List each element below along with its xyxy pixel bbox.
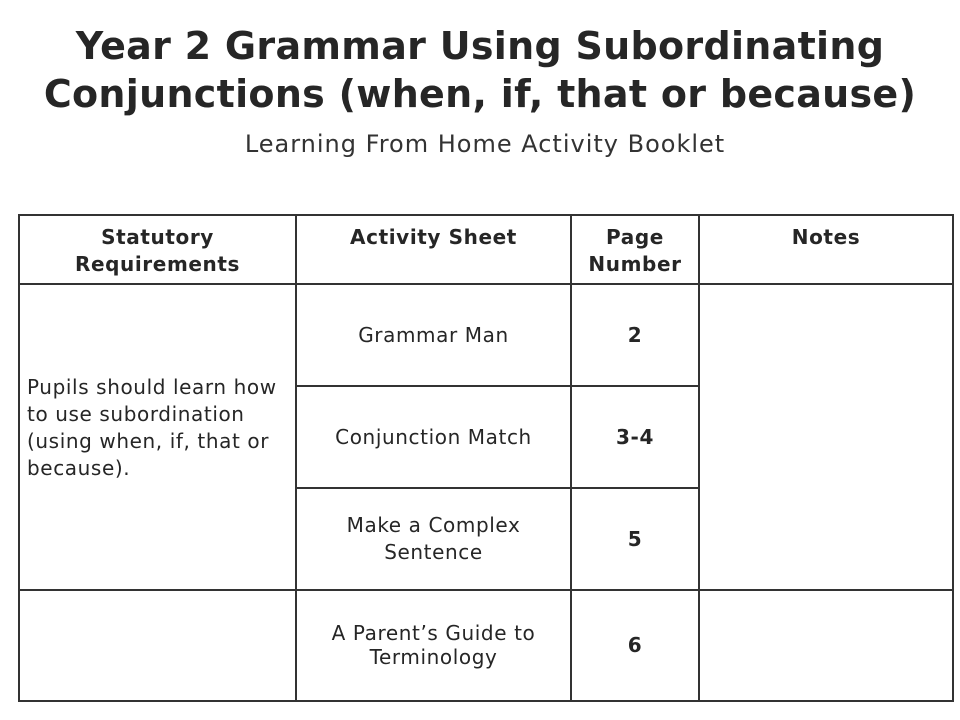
activity-sheet-cell xyxy=(296,386,571,488)
header-page-number: Page Number xyxy=(571,215,699,284)
document-subtitle: Learning From Home Activity Booklet xyxy=(244,130,726,158)
table-row xyxy=(19,284,953,386)
page-number-cell: 6 xyxy=(571,590,699,701)
activity-sheet-name: A Parent’s Guide to Terminology xyxy=(331,620,536,669)
table-row xyxy=(19,590,953,701)
notes-cell xyxy=(699,284,953,590)
activity-sheet-name: Conjunction Match xyxy=(335,424,532,449)
statutory-requirement-text: Pupils should learn how to use subordination (using when, if, that or because). xyxy=(27,375,277,480)
page-number-cell: 5 xyxy=(571,488,699,590)
title-line-2: Conjunctions (when, if, that or because) xyxy=(43,72,917,116)
statutory-requirement-cell-empty xyxy=(19,590,296,701)
document-title xyxy=(0,22,960,118)
activity-table xyxy=(18,214,954,702)
page-number-cell: 2 xyxy=(571,284,699,386)
activity-sheet-cell xyxy=(296,488,571,590)
activity-sheet-cell xyxy=(296,284,571,386)
header-statutory-requirements: Statutory Requirements xyxy=(19,215,296,284)
activity-sheet-cell xyxy=(296,590,571,701)
notes-cell xyxy=(699,590,953,701)
header-activity-sheet: Activity Sheet xyxy=(296,215,571,284)
statutory-requirement-cell xyxy=(19,284,296,590)
page-number-cell: 3-4 xyxy=(571,386,699,488)
header-notes: Notes xyxy=(699,215,953,284)
activity-sheet-name: Grammar Man xyxy=(358,322,509,347)
title-line-1: Year 2 Grammar Using Subordinating xyxy=(75,24,885,68)
table-header-row xyxy=(19,215,953,284)
activity-sheet-name: Make a Complex Sentence xyxy=(346,513,521,564)
